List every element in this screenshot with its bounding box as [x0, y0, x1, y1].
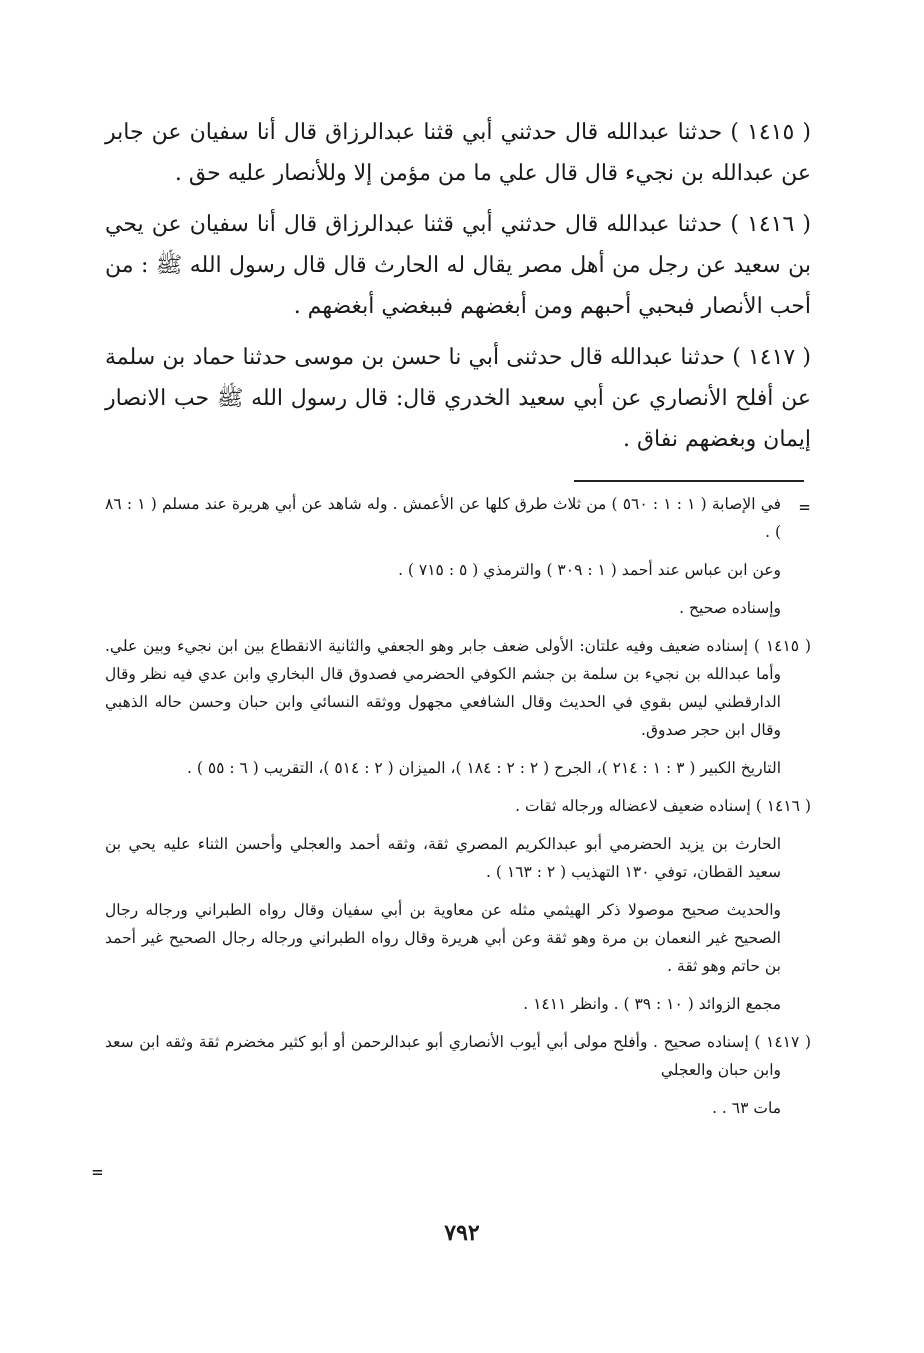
- footnote-line: التاريخ الكبير ( ٣ : ١ : ٢١٤ )، الجرح ( ٢ : ٢ : ١٨٤ )، الميزان ( ٢ : ٥١٤ )، التقريب ( ٦ : ٥٥ ) .: [186, 759, 781, 777]
- footnote-line: الحارث بن يزيد الحضرمي أبو عبدالكريم المصري ثقة، وثقه أحمد والعجلي وأحسن الثناء عليه يحي بن سعيد القطان، توفي ١٣٠ التهذيب ( ٢ : ١٦٣ ) .: [105, 835, 781, 881]
- hadith-1415: ( ١٤١٥ ) حدثنا عبدالله قال حدثني أبي قثنا عبدالرزاق قال أنا سفيان عن جابر عن عبدالله بن نجيء قال قال علي ما من مؤمن إلا وللأنصار عليه حق .: [105, 120, 811, 186]
- main-text: [105, 112, 811, 470]
- footnote-line: وعن ابن عباس عند أحمد ( ١ : ٣٠٩ ) والترمذي ( ٥ : ٧١٥ ) .: [398, 561, 781, 579]
- footnote-line: ( ١٤١٥ ) إسناده ضعيف وفيه علتان: الأولى ضعف جابر وهو الجعفي والثانية الانقطاع بين ابن نجيء وبين علي. وأما عبدالله بن نجيء بن سلمة بن جشم الكوفي الحضرمي فصدوق قال البخاري وابن عدي فيه نظر وقال الدارقطني ليس بقوي في الحديث وقال الشافعي مجهول ووثقه النسائي وابن حبان وحسن حاله الذهبي وقال ابن حجر صدوق.: [105, 637, 811, 739]
- footnote-block: [105, 830, 811, 886]
- footnote-line: والحديث صحيح موصولا ذكر الهيثمي مثله عن معاوية بن أبي سفيان وقال رواه الطبراني ورجاله رجال الصحيح غير النعمان بن مرة وهو ثقة وعن أبي هريرة وقال رواه الطبراني ورجاله رجال الصحيح غير أحمد بن حاتم وهو ثقة .: [105, 901, 781, 975]
- footnote-block: [105, 556, 811, 584]
- footnote-block: [105, 754, 811, 782]
- continuation-mark-bottom: =: [92, 1162, 103, 1183]
- footnote-line: مات ٦٣ . .: [712, 1099, 781, 1117]
- footnote-line: ( ١٤١٧ ) إسناده صحيح . وأفلح مولى أبي أيوب الأنصاري أبو عبدالرحمن أو أبو كثير مخضرم ثقة وثقه ابن سعد وابن حبان والعجلي: [105, 1033, 811, 1079]
- footnote-1417: [105, 1028, 811, 1084]
- footnote-divider: [574, 480, 804, 482]
- footnote-block: [105, 594, 811, 622]
- footnote-line: وإسناده صحيح .: [679, 599, 781, 617]
- footnote-block: [105, 990, 811, 1018]
- footnote-1415: [105, 632, 811, 744]
- footnote-line: في الإصابة ( ١ : ١ : ٥٦٠ ) من ثلاث طرق كلها عن الأعمش . وله شاهد عن أبي هريرة عند مسلم ( ١ : ٨٦ ) .: [105, 495, 782, 541]
- footnote-1416: [105, 792, 811, 820]
- footnote-line: ( ١٤١٦ ) إسناده ضعيف لاعضاله ورجاله ثقات .: [515, 797, 811, 815]
- footnote-line: مجمع الزوائد ( ١٠ : ٣٩ ) . وانظر ١٤١١ .: [523, 995, 781, 1013]
- footnotes: [105, 490, 811, 1132]
- footnote-block: [105, 1094, 811, 1122]
- continuation-mark-top: =: [799, 497, 810, 518]
- footnote-block: [105, 896, 811, 980]
- page-number: ٧٩٢: [444, 1220, 480, 1246]
- hadith-1416: ( ١٤١٦ ) حدثنا عبدالله قال حدثني أبي قثنا عبدالرزاق قال أنا سفيان عن يحي بن سعيد عن رجل من أهل مصر يقال له الحارث قال قال رسول الله ﷺ : من أحب الأنصار فبحبي أحبهم ومن أبغضهم فببغضي أبغضهم .: [105, 212, 811, 319]
- hadith-1417: ( ١٤١٧ ) حدثنا عبدالله قال حدثنى أبي نا حسن بن موسى حدثنا حماد بن سلمة عن أفلح الأنصاري عن أبي سعيد الخدري قال: قال رسول الله ﷺ حب الانصار إيمان وبغضهم نفاق .: [105, 345, 812, 452]
- footnote-block: [105, 490, 811, 546]
